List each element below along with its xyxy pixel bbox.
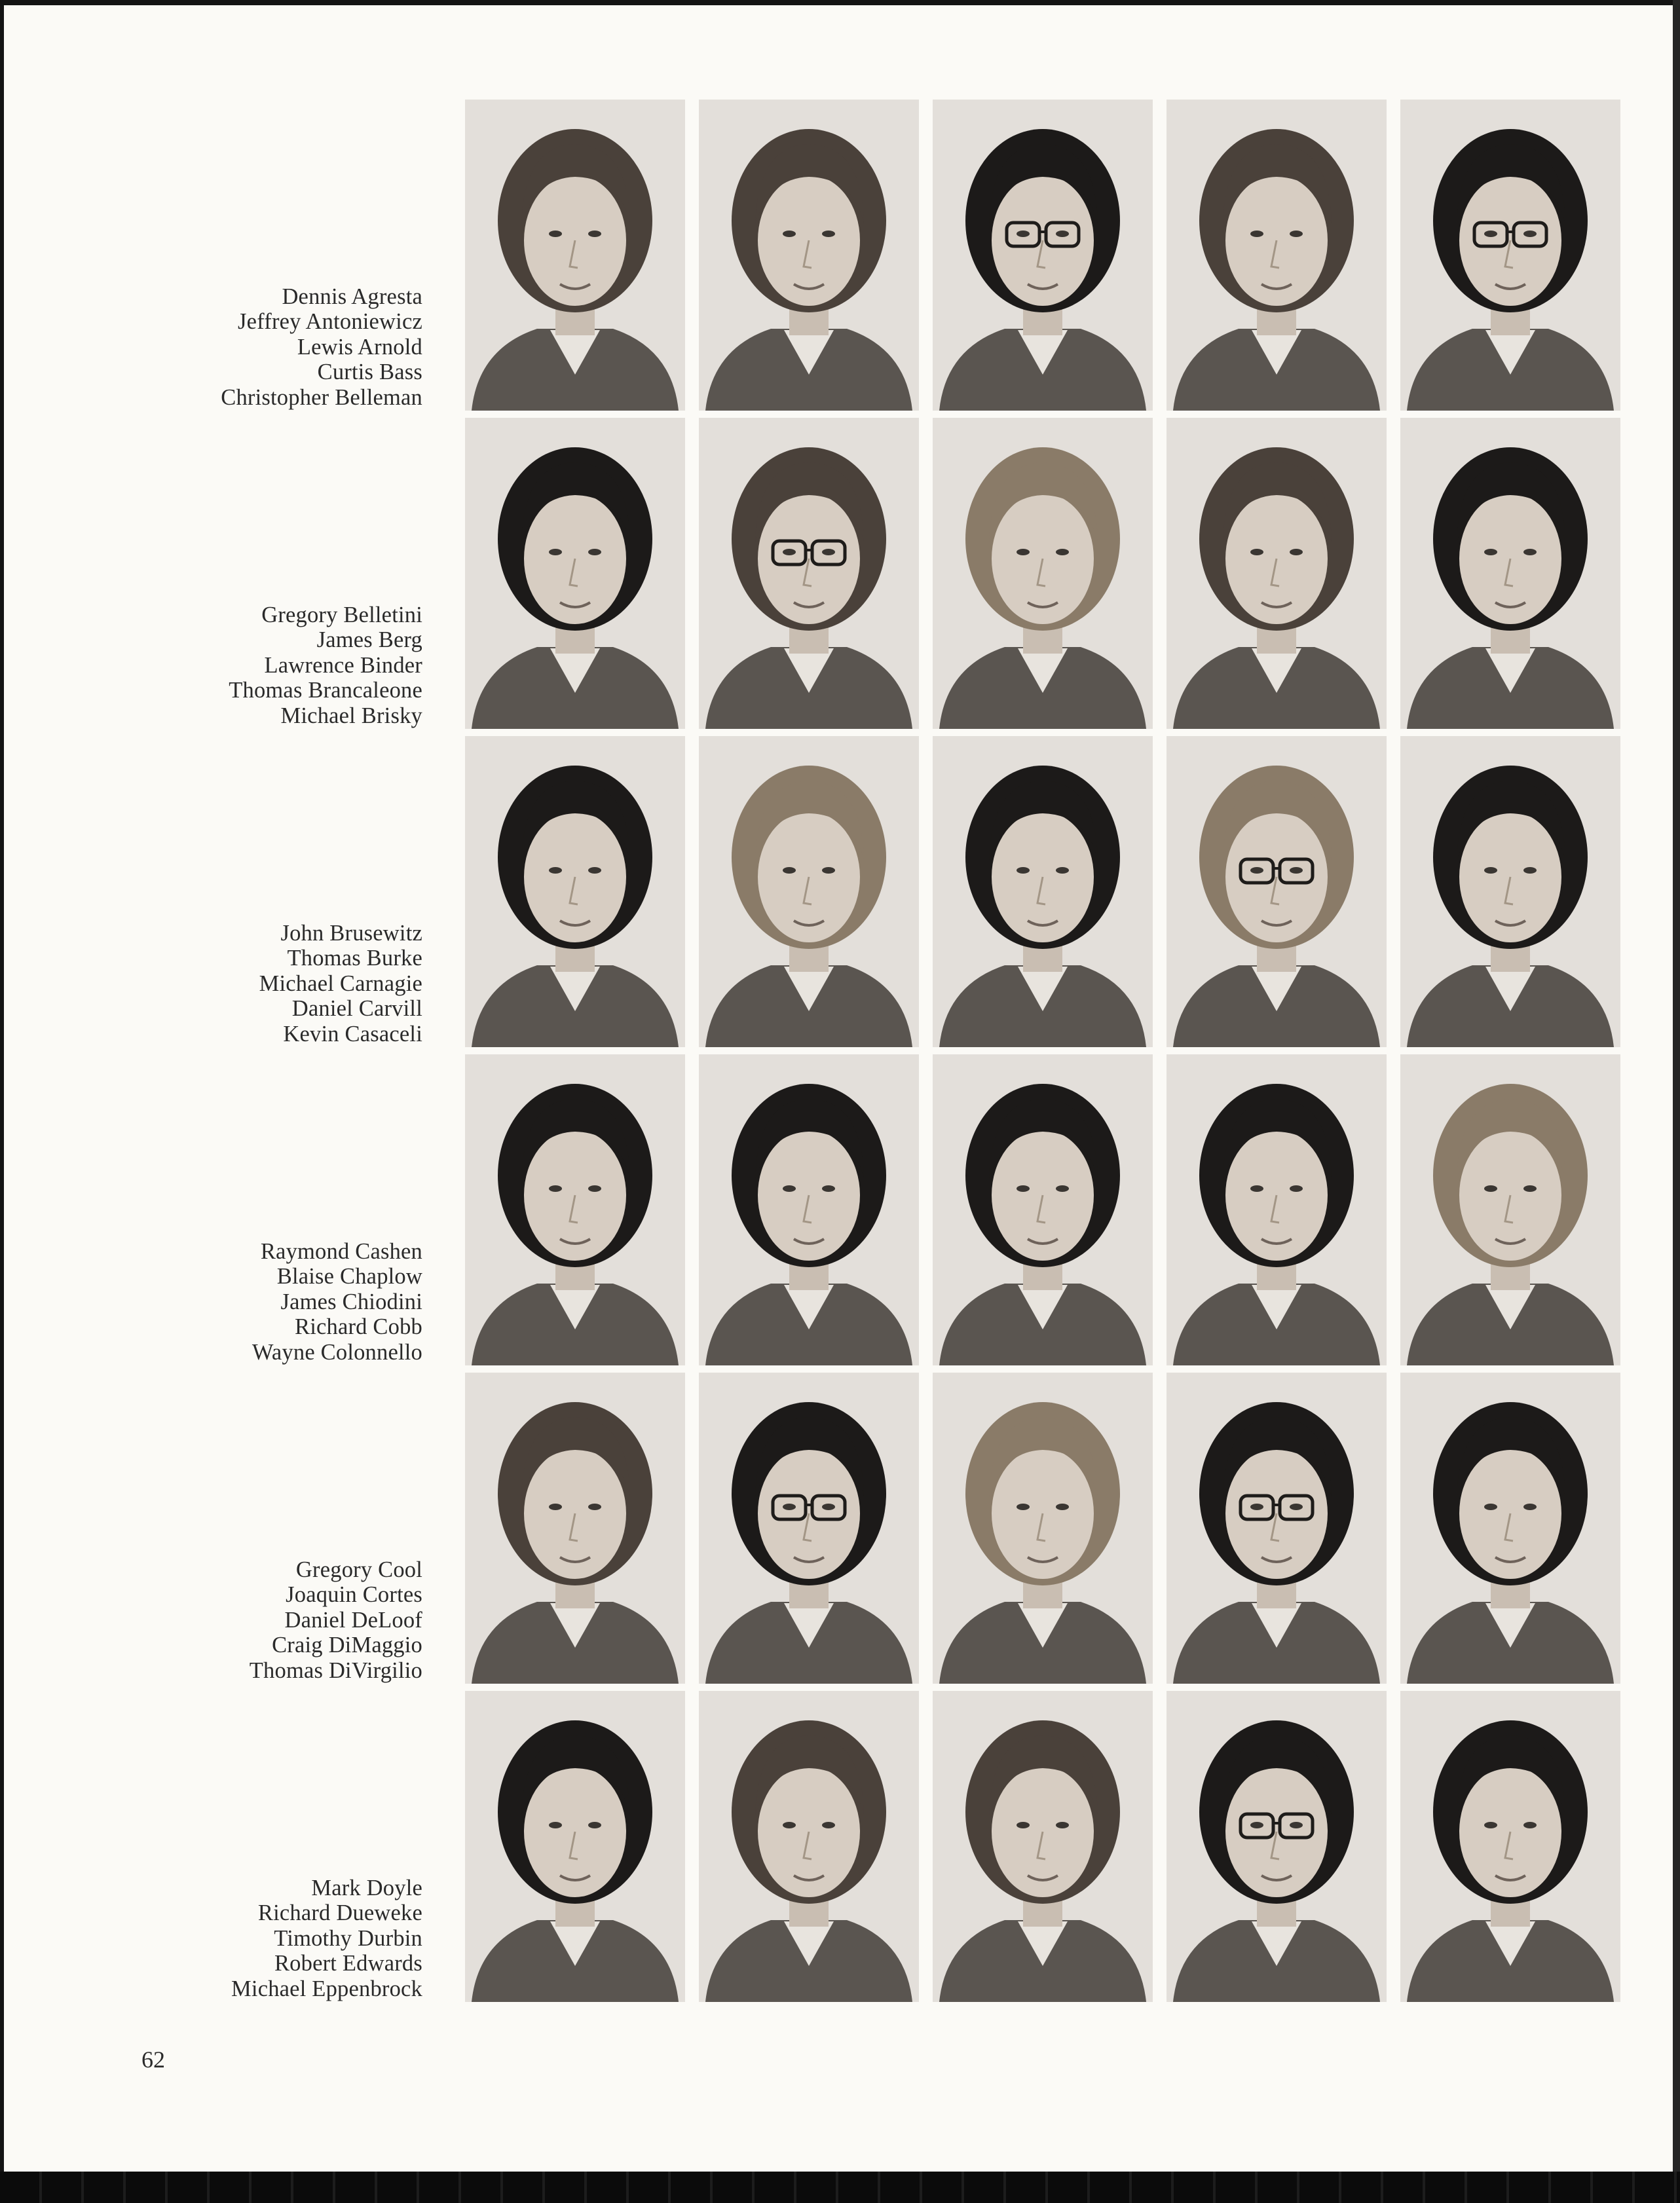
portrait-drawing bbox=[933, 100, 1153, 411]
portrait-drawing bbox=[465, 1691, 685, 2002]
student-name: Thomas Burke bbox=[287, 946, 422, 971]
student-portrait bbox=[933, 1691, 1153, 2002]
student-portrait bbox=[933, 1373, 1153, 1684]
name-list bbox=[252, 1239, 422, 1365]
student-name: Daniel Carvill bbox=[291, 996, 422, 1021]
student-name: Thomas DiVirgilio bbox=[249, 1657, 422, 1683]
student-name: Kevin Casaceli bbox=[283, 1021, 422, 1046]
student-name: Wayne Colonnello bbox=[252, 1339, 422, 1365]
student-portrait bbox=[1167, 1691, 1387, 2002]
student-name: Joaquin Cortes bbox=[286, 1582, 422, 1607]
portrait-drawing bbox=[699, 100, 919, 411]
student-portrait bbox=[933, 736, 1153, 1047]
portrait-drawing bbox=[699, 1691, 919, 2002]
student-name: Robert Edwards bbox=[274, 1951, 422, 1976]
portrait-drawing bbox=[1400, 1691, 1620, 2002]
student-portrait bbox=[1400, 100, 1620, 411]
student-name: Michael Brisky bbox=[280, 703, 422, 728]
student-portrait bbox=[699, 1054, 919, 1365]
student-name: Christopher Belleman bbox=[221, 384, 422, 410]
student-portrait bbox=[1167, 1054, 1387, 1365]
portrait-drawing bbox=[699, 736, 919, 1047]
portrait-drawing bbox=[1167, 100, 1387, 411]
student-portrait bbox=[465, 736, 685, 1047]
student-name: Curtis Bass bbox=[317, 360, 422, 384]
portrait-row bbox=[4, 736, 1673, 1049]
portrait-drawing bbox=[1400, 736, 1620, 1047]
student-portrait bbox=[465, 1054, 685, 1365]
student-portrait bbox=[699, 1691, 919, 2002]
name-list bbox=[250, 1557, 422, 1684]
student-portrait bbox=[1167, 736, 1387, 1047]
student-portrait bbox=[465, 100, 685, 411]
student-portrait bbox=[1167, 418, 1387, 729]
student-name: Gregory Belletini bbox=[261, 602, 422, 627]
portrait-drawing bbox=[1167, 418, 1387, 729]
portrait-drawing bbox=[1167, 1054, 1387, 1365]
portrait-row bbox=[4, 1373, 1673, 1686]
student-name: Lewis Arnold bbox=[297, 334, 422, 360]
student-portrait bbox=[465, 1691, 685, 2002]
portrait-drawing bbox=[1167, 736, 1387, 1047]
name-list bbox=[259, 921, 422, 1047]
student-portrait bbox=[699, 418, 919, 729]
student-portrait bbox=[1400, 736, 1620, 1047]
student-name: Craig DiMaggio bbox=[272, 1633, 422, 1657]
scan-edge bbox=[1673, 0, 1680, 2172]
portrait-row bbox=[4, 100, 1673, 413]
student-portrait bbox=[933, 100, 1153, 411]
student-name: Raymond Cashen bbox=[260, 1238, 422, 1264]
portrait-drawing bbox=[465, 736, 685, 1047]
page-number: 62 bbox=[141, 2046, 165, 2073]
student-portrait bbox=[465, 418, 685, 729]
student-name: Timothy Durbin bbox=[274, 1925, 422, 1951]
student-name: Michael Eppenbrock bbox=[231, 1976, 422, 2001]
portrait-drawing bbox=[1400, 418, 1620, 729]
student-name: John Brusewitz bbox=[280, 920, 422, 946]
student-portrait bbox=[1400, 1373, 1620, 1684]
student-portrait bbox=[933, 418, 1153, 729]
student-name: Gregory Cool bbox=[295, 1557, 422, 1582]
student-portrait bbox=[1400, 418, 1620, 729]
student-portrait bbox=[1400, 1691, 1620, 2002]
student-name: James Berg bbox=[316, 627, 422, 652]
student-name: Mark Doyle bbox=[311, 1875, 422, 1900]
student-name: Blaise Chaplow bbox=[276, 1264, 422, 1289]
student-name: Daniel DeLoof bbox=[284, 1607, 422, 1633]
portrait-drawing bbox=[1400, 1054, 1620, 1365]
portrait-drawing bbox=[465, 1373, 685, 1684]
student-portrait bbox=[1167, 100, 1387, 411]
scan-border bbox=[0, 2172, 1680, 2203]
student-portrait bbox=[465, 1373, 685, 1684]
student-name: Richard Dueweke bbox=[257, 1900, 422, 1925]
portrait-drawing bbox=[933, 1373, 1153, 1684]
student-portrait bbox=[699, 736, 919, 1047]
portrait-row bbox=[4, 1054, 1673, 1367]
portrait-drawing bbox=[699, 1373, 919, 1684]
name-list bbox=[229, 602, 422, 729]
portrait-drawing bbox=[1400, 1373, 1620, 1684]
student-name: James Chiodini bbox=[280, 1289, 422, 1314]
name-list bbox=[221, 284, 422, 411]
student-name: Michael Carnagie bbox=[259, 971, 422, 996]
portrait-drawing bbox=[1167, 1691, 1387, 2002]
student-name: Thomas Brancaleone bbox=[229, 678, 422, 703]
portrait-row bbox=[4, 418, 1673, 731]
student-portrait bbox=[933, 1054, 1153, 1365]
student-portrait bbox=[1167, 1373, 1387, 1684]
name-list bbox=[231, 1876, 422, 2002]
portrait-drawing bbox=[465, 100, 685, 411]
student-portrait bbox=[699, 100, 919, 411]
portrait-drawing bbox=[465, 1054, 685, 1365]
portrait-drawing bbox=[699, 1054, 919, 1365]
portrait-drawing bbox=[465, 418, 685, 729]
student-portrait bbox=[699, 1373, 919, 1684]
portrait-drawing bbox=[933, 736, 1153, 1047]
student-name: Jeffrey Antoniewicz bbox=[238, 309, 422, 334]
portrait-drawing bbox=[933, 418, 1153, 729]
portrait-drawing bbox=[933, 1054, 1153, 1365]
portrait-drawing bbox=[1400, 100, 1620, 411]
portrait-drawing bbox=[933, 1691, 1153, 2002]
yearbook-page bbox=[4, 5, 1673, 2172]
student-name: Richard Cobb bbox=[295, 1314, 422, 1339]
portrait-drawing bbox=[1167, 1373, 1387, 1684]
portrait-row bbox=[4, 1691, 1673, 2004]
student-name: Lawrence Binder bbox=[264, 652, 422, 678]
student-name: Dennis Agresta bbox=[282, 284, 422, 309]
portrait-drawing bbox=[699, 418, 919, 729]
student-portrait bbox=[1400, 1054, 1620, 1365]
